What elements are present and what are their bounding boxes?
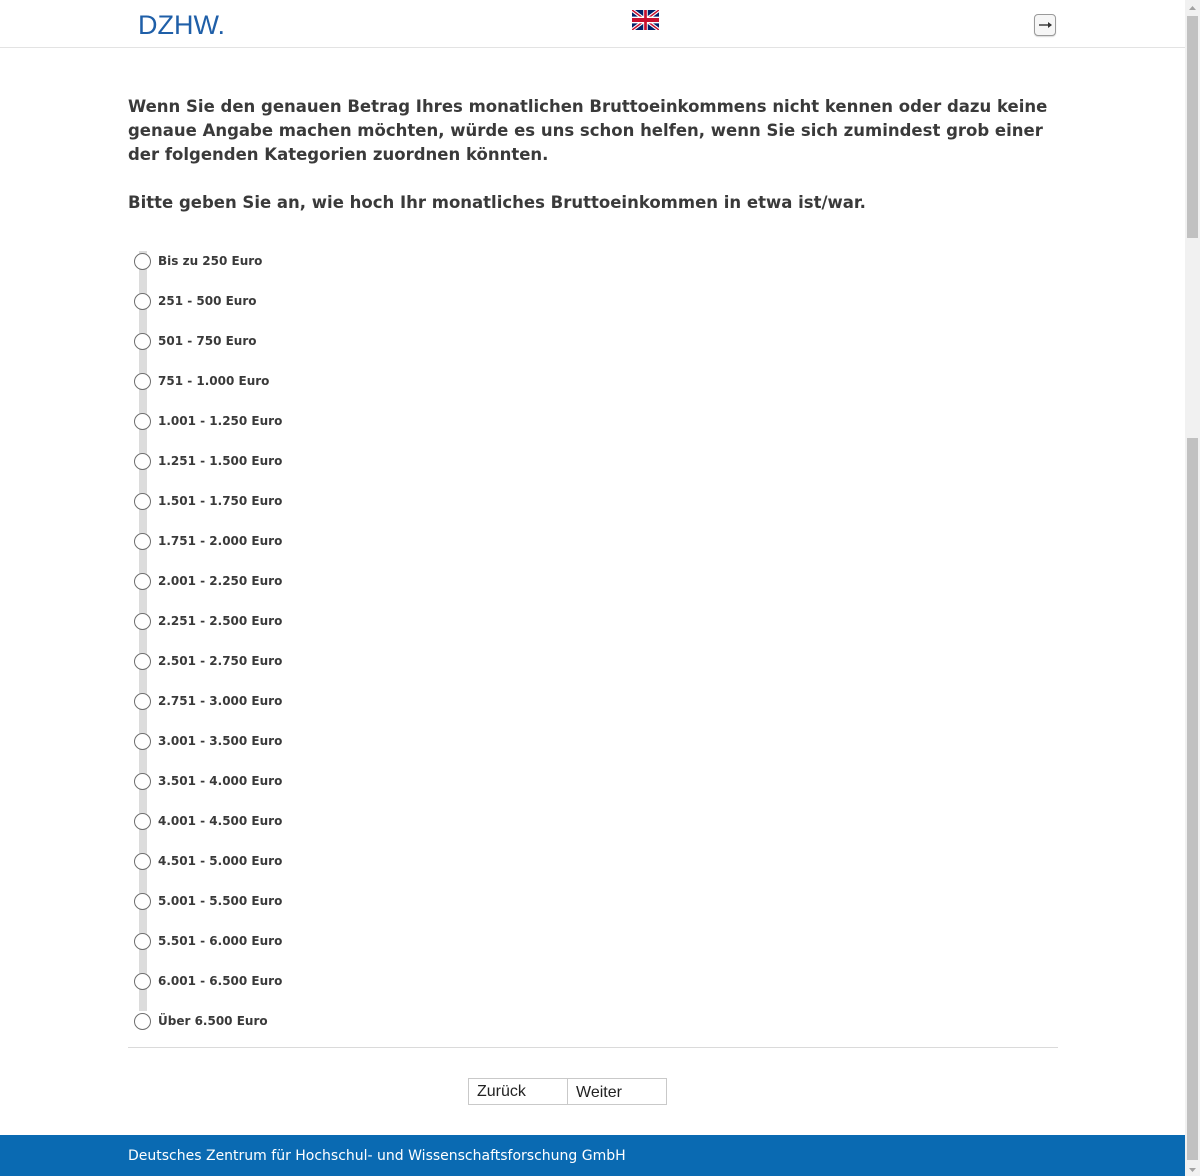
question-prompt: Bitte geben Sie an, wie hoch Ihr monatliches Bruttoeinkommen in etwa ist/war.: [128, 193, 866, 212]
option-label[interactable]: Bis zu 250 Euro: [158, 253, 263, 268]
next-button[interactable]: Weiter: [567, 1078, 667, 1105]
option-label[interactable]: 2.501 - 2.750 Euro: [158, 653, 283, 668]
income-option[interactable]: [134, 801, 534, 841]
radio-button[interactable]: [134, 333, 151, 350]
scrollbar-thumb[interactable]: [1187, 16, 1198, 238]
radio-button[interactable]: [134, 373, 151, 390]
income-option[interactable]: [134, 641, 534, 681]
option-label[interactable]: 1.251 - 1.500 Euro: [158, 453, 283, 468]
radio-button[interactable]: [134, 573, 151, 590]
radio-button[interactable]: [134, 653, 151, 670]
radio-button[interactable]: [134, 613, 151, 630]
radio-button[interactable]: [134, 293, 151, 310]
income-option[interactable]: [134, 401, 534, 441]
radio-button[interactable]: [134, 693, 151, 710]
page-footer: [0, 1135, 1185, 1176]
footer-text: Deutsches Zentrum für Hochschul- und Wissenschaftsforschung GmbH: [128, 1148, 626, 1164]
back-button[interactable]: Zurück: [468, 1078, 568, 1105]
option-label[interactable]: 3.001 - 3.500 Euro: [158, 733, 283, 748]
logout-icon: [1037, 18, 1055, 32]
option-label[interactable]: 5.501 - 6.000 Euro: [158, 933, 283, 948]
radio-button[interactable]: [134, 253, 151, 270]
radio-button[interactable]: [134, 493, 151, 510]
income-option[interactable]: [134, 281, 534, 321]
radio-button[interactable]: [134, 893, 151, 910]
option-label[interactable]: 501 - 750 Euro: [158, 333, 257, 348]
radio-button[interactable]: [134, 933, 151, 950]
option-label[interactable]: 3.501 - 4.000 Euro: [158, 773, 283, 788]
option-label[interactable]: 1.001 - 1.250 Euro: [158, 413, 283, 428]
income-option[interactable]: [134, 761, 534, 801]
question-intro: Wenn Sie den genauen Betrag Ihres monatlichen Bruttoeinkommens nicht kennen oder dazu keine genaue Angabe machen möchten, würde es uns schon helfen, wenn Sie sich zumindest grob einer der folgenden Kategorien zuordnen könnten.: [128, 97, 1048, 164]
dzhw-logo[interactable]: DZHW.: [138, 10, 225, 40]
option-label[interactable]: 1.501 - 1.750 Euro: [158, 493, 283, 508]
radio-button[interactable]: [134, 773, 151, 790]
income-option[interactable]: [134, 721, 534, 761]
page-header: [0, 0, 1185, 48]
income-option[interactable]: [134, 921, 534, 961]
navigation-buttons: [468, 1078, 667, 1105]
income-option[interactable]: [134, 601, 534, 641]
option-label[interactable]: 2.751 - 3.000 Euro: [158, 693, 283, 708]
income-option[interactable]: [134, 321, 534, 361]
income-option[interactable]: [134, 881, 534, 921]
income-option[interactable]: [134, 561, 534, 601]
scroll-down-arrow-icon[interactable]: [1185, 1162, 1200, 1176]
scrollbar-thumb-lower[interactable]: [1187, 438, 1198, 1160]
income-option[interactable]: [134, 961, 534, 1001]
option-label[interactable]: 6.001 - 6.500 Euro: [158, 973, 283, 988]
radio-button[interactable]: [134, 733, 151, 750]
logout-button[interactable]: [1034, 14, 1056, 36]
scroll-up-arrow-icon[interactable]: [1185, 0, 1200, 14]
income-options: [134, 241, 534, 1041]
income-option[interactable]: [134, 841, 534, 881]
radio-button[interactable]: [134, 813, 151, 830]
radio-button[interactable]: [134, 453, 151, 470]
option-label[interactable]: 4.501 - 5.000 Euro: [158, 853, 283, 868]
income-option[interactable]: [134, 441, 534, 481]
option-label[interactable]: 251 - 500 Euro: [158, 293, 257, 308]
uk-flag-icon[interactable]: [632, 10, 659, 30]
radio-button[interactable]: [134, 1013, 151, 1030]
income-option[interactable]: [134, 481, 534, 521]
divider: [128, 1047, 1058, 1048]
option-label[interactable]: 751 - 1.000 Euro: [158, 373, 270, 388]
radio-button[interactable]: [134, 533, 151, 550]
income-option[interactable]: [134, 361, 534, 401]
income-option[interactable]: [134, 1001, 534, 1041]
income-option[interactable]: [134, 241, 534, 281]
option-label[interactable]: 4.001 - 4.500 Euro: [158, 813, 283, 828]
income-option[interactable]: [134, 521, 534, 561]
radio-button[interactable]: [134, 413, 151, 430]
option-label[interactable]: 2.251 - 2.500 Euro: [158, 613, 283, 628]
option-label[interactable]: 5.001 - 5.500 Euro: [158, 893, 283, 908]
radio-button[interactable]: [134, 853, 151, 870]
option-label[interactable]: Über 6.500 Euro: [158, 1013, 268, 1028]
option-label[interactable]: 1.751 - 2.000 Euro: [158, 533, 283, 548]
scrollbar[interactable]: [1185, 0, 1200, 1176]
income-option[interactable]: [134, 681, 534, 721]
option-label[interactable]: 2.001 - 2.250 Euro: [158, 573, 283, 588]
radio-button[interactable]: [134, 973, 151, 990]
